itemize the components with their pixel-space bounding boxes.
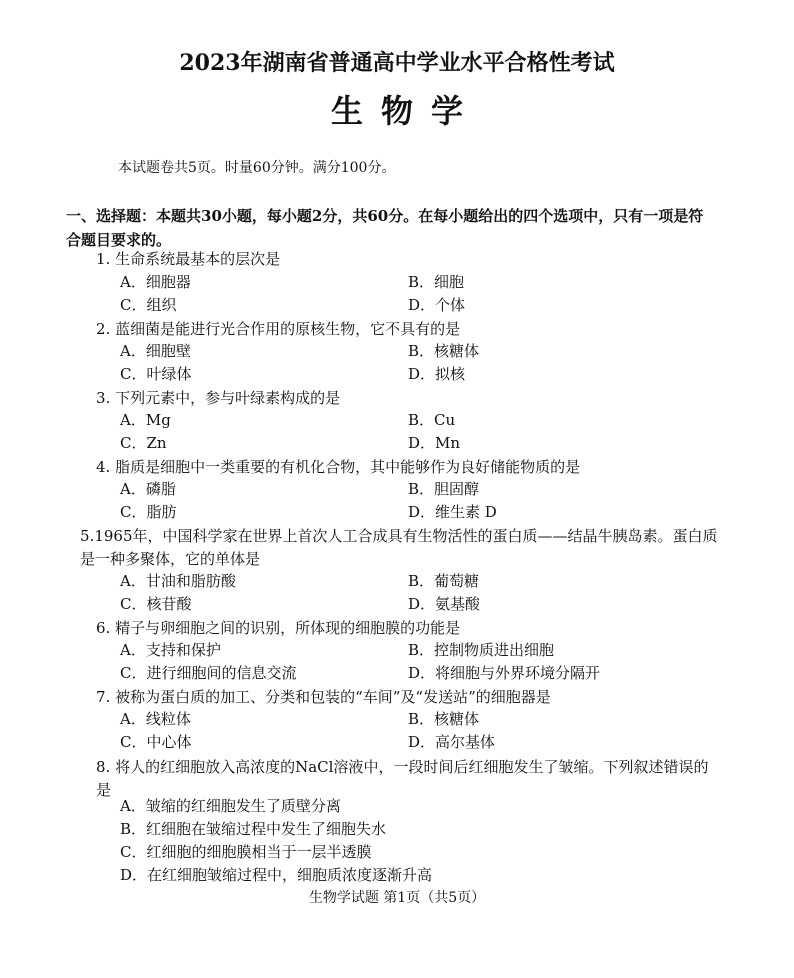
option-b: B．核糖体	[408, 710, 480, 728]
exam-title: 2023年湖南省普通高中学业水平合格性考试	[179, 50, 615, 76]
question-number: 7.	[96, 688, 111, 706]
question-stem: 被称为蛋白质的加工、分类和包装的“车间”及“发送站”的细胞器是	[115, 688, 551, 706]
section-number: 一、	[66, 207, 97, 225]
option-a: A．细胞器	[120, 273, 191, 291]
option-c: C．叶绿体	[120, 365, 192, 383]
option-c: C．组织	[120, 296, 177, 314]
question-3	[96, 387, 706, 410]
option-d: D．拟核	[408, 365, 466, 383]
question-1	[96, 248, 706, 271]
question-stem: 脂质是细胞中一类重要的有机化合物，其中能够作为良好储能物质的是	[115, 458, 581, 476]
option-a: A．支持和保护	[120, 641, 221, 659]
option-a: A．磷脂	[120, 480, 176, 498]
question-stem: 生命系统最基本的层次是	[115, 250, 281, 268]
option-b: B．红细胞在皱缩过程中发生了细胞失水	[120, 820, 387, 838]
option-b: B．葡萄糖	[408, 572, 480, 590]
question-2	[96, 318, 706, 341]
question-stem: 1965年，中国科学家在世界上首次人工合成具有生物活性的蛋白质——结晶牛胰岛素。蛋白质是一种多聚体，它的单体是	[80, 527, 718, 568]
option-d: D．维生素 D	[408, 503, 497, 521]
section-heading	[66, 204, 716, 252]
question-7	[96, 686, 706, 709]
option-c: C．进行细胞间的信息交流	[120, 664, 297, 682]
question-number: 1.	[96, 250, 111, 268]
option-b: B．Cu	[408, 411, 456, 429]
option-c: C．脂肪	[120, 503, 177, 521]
question-stem: 蓝细菌是能进行光合作用的原核生物，它不具有的是	[115, 320, 461, 338]
option-a: A．皱缩的红细胞发生了质壁分离	[120, 797, 341, 815]
exam-instructions: 本试题卷共5页。时量60分钟。满分100分。	[118, 160, 396, 176]
option-a: A．甘油和脂肪酸	[120, 572, 236, 590]
page-footer: 生物学试题 第1页（共5页）	[308, 890, 486, 906]
option-c: C．红细胞的细胞膜相当于一层半透膜	[120, 843, 372, 861]
question-number: 5.	[80, 527, 95, 545]
question-number: 6.	[96, 619, 111, 637]
option-c: C．Zn	[120, 434, 167, 452]
option-d: D．个体	[408, 296, 466, 314]
question-stem: 精子与卵细胞之间的识别，所体现的细胞膜的功能是	[115, 619, 461, 637]
option-b: B．控制物质进出细胞	[408, 641, 555, 659]
option-d: D．Mn	[408, 434, 461, 452]
option-b: B．核糖体	[408, 342, 480, 360]
question-number: 4.	[96, 458, 111, 476]
question-number: 2.	[96, 320, 111, 338]
option-c: C．中心体	[120, 733, 192, 751]
option-d: D．在红细胞皱缩过程中，细胞质浓度逐渐升高	[120, 866, 433, 884]
option-a: A．细胞壁	[120, 342, 191, 360]
option-d: D．氨基酸	[408, 595, 481, 613]
question-stem: 将人的红细胞放入高浓度的NaCl溶液中，一段时间后红细胞发生了皱缩。下列叙述错误的是	[96, 758, 709, 799]
option-b: B．胆固醇	[408, 480, 480, 498]
option-d: D．将细胞与外界环境分隔开	[408, 664, 601, 682]
section-text: 选择题：本题共30小题，每小题2分，共60分。在每小题给出的四个选项中，只有一项是符合题目要求的。	[66, 207, 704, 249]
option-d: D．高尔基体	[408, 733, 496, 751]
subject-heading: 生物学	[330, 92, 481, 130]
question-4	[96, 456, 706, 479]
option-a: A．Mg	[120, 411, 171, 429]
option-b: B．细胞	[408, 273, 465, 291]
option-a: A．线粒体	[120, 710, 191, 728]
question-number: 8.	[96, 758, 111, 776]
question-number: 3.	[96, 389, 111, 407]
question-6	[96, 617, 706, 640]
question-stem: 下列元素中，参与叶绿素构成的是	[115, 389, 341, 407]
question-5	[80, 525, 720, 571]
option-c: C．核苷酸	[120, 595, 192, 613]
